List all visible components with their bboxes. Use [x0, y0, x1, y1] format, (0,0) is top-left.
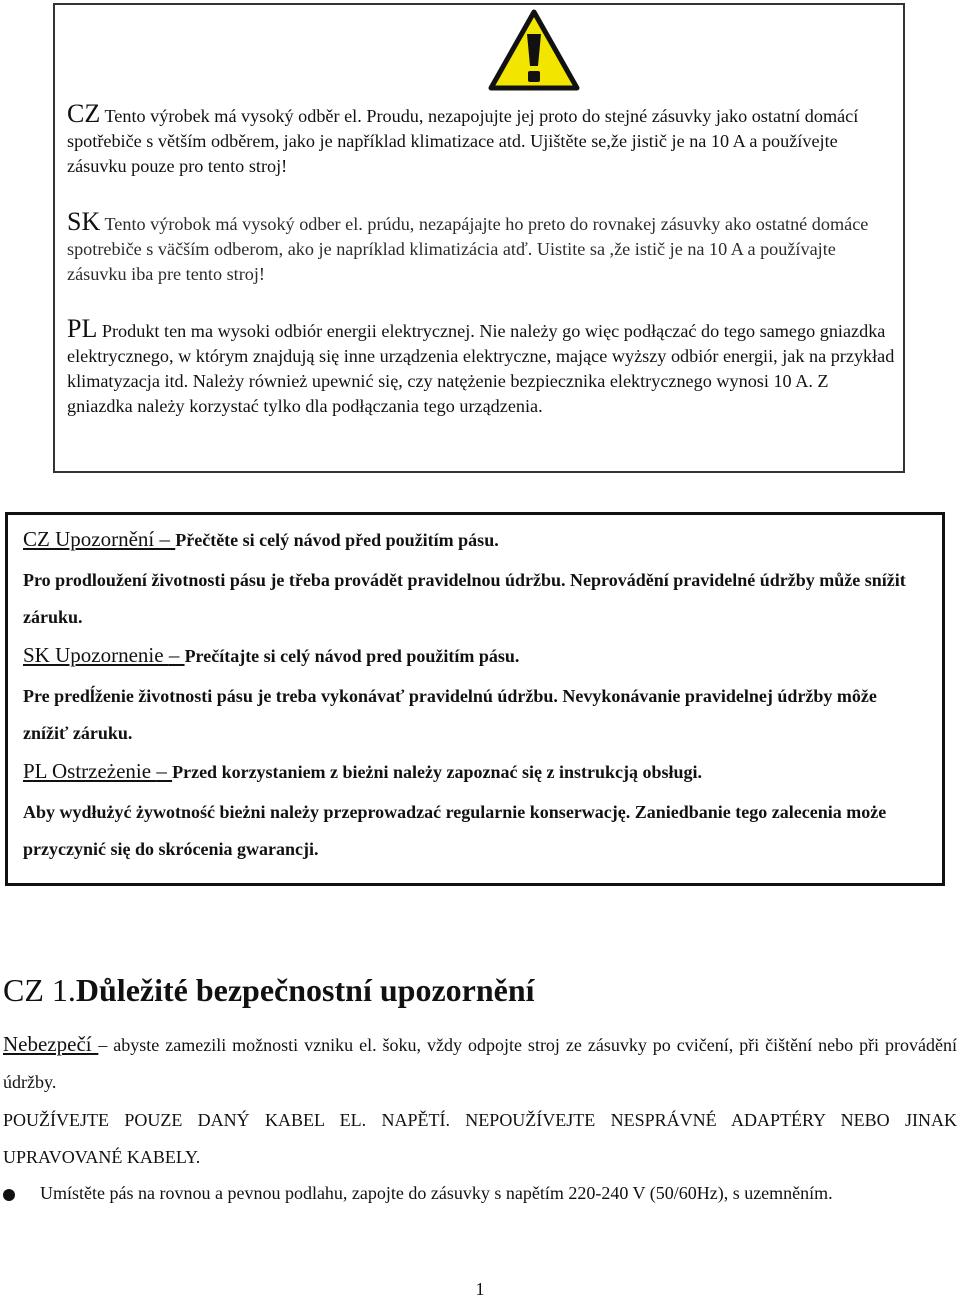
maintenance-pl-heading [23, 757, 702, 786]
maintenance-pl-text: Aby wydłużyć żywotność bieżni należy przeprowadzać regularnie konserwację. Zaniedbanie tego zalecenia może przyczynić się do skrócenia gwarancji. [23, 802, 887, 859]
maintenance-pl-label: PL Ostrzeżenie [23, 759, 157, 783]
notice-cz [67, 101, 897, 179]
maintenance-cz-text: Pro prodloužení životnosti pásu je třeba provádět pravidelnou údržbu. Neprovádění pravidelné údržby může snížit záruku. [23, 570, 906, 627]
notice-sk [67, 209, 897, 287]
notice-pl [67, 316, 897, 419]
notice-cz-text: Tento výrobek má vysoký odběr el. Proudu, nezapojujte jej proto do stejné zásuvky jako ostatní domácí spotřebiče s větším odběrem, jako je například klimatizace atd. Ujištěte se,že jistič je na 10 A a používejte zásuvku pouze pro tento stroj! [67, 106, 859, 176]
warning-triangle-icon [488, 9, 580, 91]
maintenance-sk-heading [23, 641, 519, 670]
section-prefix: CZ 1. [3, 972, 76, 1008]
bullet-text: Umístěte pás na rovnou a pevnou podlahu, zapojte do zásuvky s napětím 220-240 V (50/60Hz), s uzemněním. [40, 1183, 833, 1203]
maintenance-warning-box [5, 512, 945, 886]
lang-code-sk: SK [67, 207, 101, 236]
section-title-text: Důležité bezpečnostní upozornění [75, 972, 535, 1008]
maintenance-sk-dash: – [168, 643, 185, 667]
maintenance-cz-dash: – [159, 527, 176, 551]
cable-warning: POUŽÍVEJTE POUZE DANÝ KABEL EL. NAPĚTÍ. NEPOUŽÍVEJTE NESPRÁVNÉ ADAPTÉRY NEBO JINAK UPRAVOVANÉ KABELY. [3, 1110, 957, 1167]
maintenance-cz-label: CZ Upozornění [23, 527, 160, 551]
maintenance-sk-text: Pre predĺženie životnosti pásu je treba vykonávať pravidelnú údržbu. Nevykonávanie pravidelnej údržby môže znížiť záruku. [23, 686, 877, 743]
bullet-dot-icon [3, 1189, 15, 1201]
danger-label: Nebezpečí [3, 1032, 99, 1056]
maintenance-sk-label: SK Upozornenie [23, 643, 169, 667]
danger-text: – abyste zamezili možnosti vzniku el. šoku, vždy odpojte stroj ze zásuvky po cvičení, při čištění nebo při provádění údržby. [3, 1035, 958, 1092]
maintenance-cz-heading-text: Přečtěte si celý návod před použitím pásu. [175, 530, 499, 550]
lang-code-pl: PL [67, 314, 98, 343]
page-number: 1 [475, 1279, 485, 1299]
section-title [3, 970, 535, 1010]
maintenance-cz-heading [23, 525, 499, 554]
maintenance-sk-heading-text: Prečítajte si celý návod pred použitím pásu. [184, 646, 520, 666]
maintenance-pl-heading-text: Przed korzystaniem z bieżni należy zapoznać się z instrukcją obsługi. [172, 762, 703, 782]
notice-pl-text: Produkt ten ma wysoki odbiór energii elektrycznej. Nie należy go więc podłączać do tego samego gniazdka elektrycznego, w którym znajdują się inne urządzenia elektryczne, mające wyższy odbiór energii, jak na przykład klimatyzacja itd. Należy również upewnić się, czy natężenie bezpiecznika elektrycznego wynosi 10 A. Z gniazdka należy korzystać tylko dla podłączania tego urządzenia. [67, 321, 895, 416]
power-notice-box [53, 3, 905, 473]
danger-paragraph [3, 1026, 957, 1101]
maintenance-pl-dash: – [156, 759, 173, 783]
notice-sk-text: Tento výrobok má vysoký odber el. prúdu, nezapájajte ho preto do rovnakej zásuvky ako ostatné domáce spotrebiče s väčším odberom, ako je napríklad klimatizácia atď. Uistite sa ,že istič je na 10 A a používajte zásuvku iba pre tento stroj! [67, 214, 869, 284]
lang-code-cz: CZ [67, 99, 101, 128]
